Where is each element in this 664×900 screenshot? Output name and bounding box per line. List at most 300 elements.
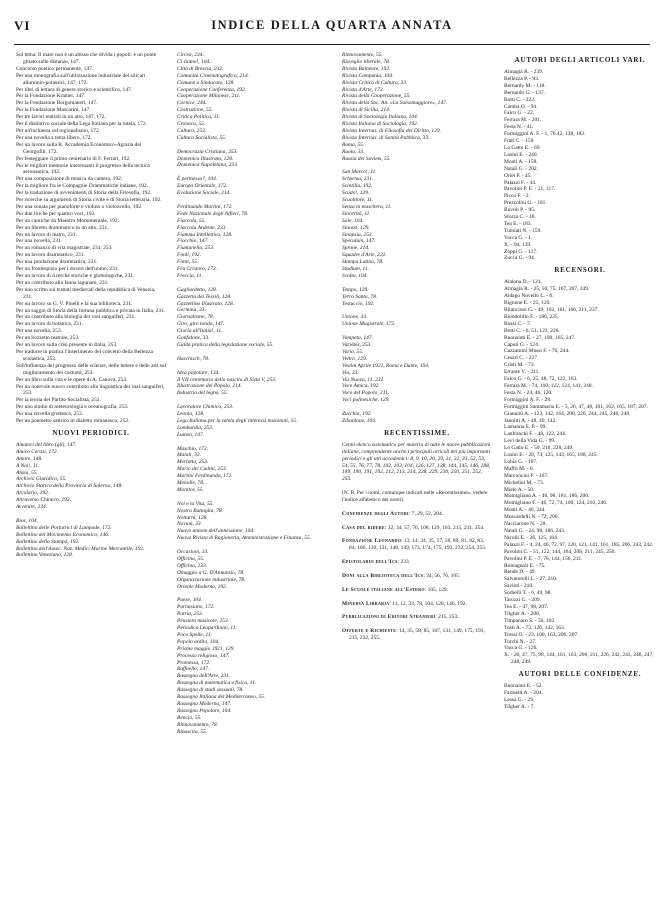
- index-entry: Vacca G. - 1.: [504, 234, 533, 241]
- index-entry: Rassegna di studi sessuali, 78.: [177, 687, 244, 694]
- index-entry: Per una monografia sull'utilizzazione industriale dei silicati alluminio-potassici, 147, 172.: [16, 72, 146, 86]
- index-entry: Rivista Balneare, 192.: [342, 65, 391, 72]
- recentissime-nb: (N. B. Per i nomi, comunque indicati nelle «Recentissime», vedere l'indice alfabetico dei nomi).: [342, 490, 488, 504]
- index-entry: Lombardia, 253.: [177, 424, 214, 431]
- index-entry: Fiaccola, 55.: [177, 217, 206, 224]
- index-entry: Cronaca, 55.: [177, 121, 206, 128]
- index-entry: Costruzione, 55.: [177, 107, 213, 114]
- index-entry: Per una novella a tema libero, 172.: [16, 134, 92, 141]
- index-entry: Sprone, 214.: [342, 245, 370, 252]
- index-entry: Organizzazione industriale, 78.: [177, 576, 246, 583]
- index-entry: Domenica Illustrata, 128.: [177, 155, 234, 162]
- index-entry: Per tre lavori teatrali in un atto, 147, 172.: [16, 114, 106, 121]
- index-entry: Democrazia Cristiana, 253.: [177, 148, 238, 155]
- index-entry: Caputi G. - 124.: [504, 341, 540, 348]
- index-entry: Freccia, 11.: [177, 272, 203, 279]
- rubrica-pages: : 7, 29, 52, 204.: [408, 510, 444, 517]
- index-entry: Per le migliori memorie interessanti il progresso della tecnica aeronautica, 192.: [16, 162, 150, 176]
- rubrica-label: Epistolario dell'Ics: [342, 559, 398, 566]
- index-entry: Sincerità, 11.: [342, 210, 371, 217]
- section-heading-autori-articoli: AUTORI DEGLI ARTICOLI VARI.: [514, 56, 646, 64]
- index-entry: Marconcini F. - 167.: [504, 472, 549, 479]
- index-entry: A Noi!, 11.: [16, 462, 40, 469]
- list-spacer: [177, 397, 327, 404]
- index-entry: Rencio, 55.: [177, 714, 202, 721]
- rubrica-pages: : 105, 129.: [424, 586, 448, 593]
- rubrica-pages: : 14, 35, 58, 85, 107, 131, 149, 175, 193, 215, 232, 255.: [349, 628, 485, 642]
- index-entry: Per una novella grottesca, 253.: [16, 411, 84, 418]
- index-entry: Periodico Leopardiano, 11.: [177, 625, 237, 632]
- index-entry: Occasioni, 33.: [177, 549, 209, 556]
- index-entry: Picco F. - 2.: [504, 193, 530, 200]
- index-entry: Per una composizione di musica da camera, 192.: [16, 176, 123, 183]
- index-entry: Industria del legno, 55.: [177, 390, 228, 397]
- index-entry: Per la Fondazione Kramer, 147.: [16, 93, 86, 100]
- index-entry: Fiocchio, 147.: [177, 238, 209, 245]
- index-entry: Palazzi F. - 4, 24, 46, 72, 97, 120, 121, 141, 161, 185, 206, 243, 242.: [504, 541, 654, 548]
- index-entry: Scuotitore, 11.: [342, 197, 374, 204]
- index-entry: Rassegna di matematica e fisica, 11.: [177, 680, 257, 687]
- index-entry: Per un lavoro sulla R. Accademia Economico-Agraria dei Georgofili, 172.: [16, 141, 142, 155]
- index-entry: Losini E. - 240.: [504, 151, 538, 158]
- index-entry: X. - 28, 47, 75, 98, 144, 161, 163, 206, 211, 226, 242, 243, 246, 247, 248, 249.: [504, 652, 654, 666]
- index-entry: Via Nuova, 11. 231.: [342, 376, 385, 383]
- list-spacer: [342, 163, 492, 170]
- index-entry: Per il distintivo sociale della Lega Italiana per la tutela, 172.: [16, 121, 148, 128]
- index-entry: Lamanna E. P. - 99.: [504, 424, 547, 431]
- index-entry: Maiali, 33.: [177, 452, 202, 459]
- index-entry: Miele A. - 50.: [504, 486, 535, 493]
- index-entry: Tilgher A. - 7.: [504, 703, 535, 710]
- index-entry: Tosti A. - 73, 126, 142, 163.: [504, 624, 566, 631]
- index-entry: Nicolli E. - 26, 125, 164.: [504, 534, 559, 541]
- index-entry: Novum, 33.: [177, 521, 202, 528]
- index-entry: Camba O. - 94.: [504, 103, 538, 110]
- index-entry: Il VII centenario della nascita di Sisto V, 253.: [177, 376, 277, 383]
- index-entry: Zucchia, 192.: [342, 411, 372, 418]
- index-entry: Rassegna Moderna, 147.: [177, 701, 232, 708]
- index-entry: Lessa G. - 29.: [504, 696, 535, 703]
- index-entry: Nacciarone N. - 28.: [504, 521, 547, 528]
- index-entry: Festa N. - 41.: [504, 124, 534, 131]
- index-entry: Fiaccola Ardente, 233.: [177, 224, 227, 231]
- index-entry: Per un bozzetto teatrale, 253.: [16, 335, 80, 342]
- index-entry: Nostra Battaglia, 78.: [177, 507, 223, 514]
- rubrica-pages: : 34, 56, 76, 105.: [423, 572, 461, 579]
- index-entry: Zoppi G. - 117.: [504, 248, 538, 255]
- index-entry: Critica Politica, 11.: [177, 114, 221, 121]
- index-entry: Tressi O. - 23, 100, 163, 206, 207.: [504, 631, 579, 638]
- index-entry: Natali G. - 24, 98, 186, 243.: [504, 528, 566, 534]
- index-entry: Sinossi, 129.: [342, 224, 370, 231]
- header-rule: [14, 44, 650, 45]
- index-entry: Domenica Napoletana, 233.: [177, 162, 239, 169]
- index-entry: Lanfranchi F. - 48, 122, 244.: [504, 431, 567, 438]
- index-entry: Lumen, 147.: [177, 431, 205, 438]
- list-spacer: [177, 197, 327, 204]
- list-spacer: [342, 404, 492, 411]
- index-entry: Leonia, 128.: [177, 411, 205, 418]
- index-entry: Per un lavoro su G. V. Pinelli e la sua biblioteca, 231.: [16, 300, 133, 307]
- rubriche-list: [342, 511, 492, 649]
- index-entry: Voce Amica, 192.: [342, 383, 380, 390]
- index-entry: Per un poemetto satirico in dialetto romanesco, 253.: [16, 418, 130, 425]
- index-entry: Almagià R. - 239.: [504, 69, 544, 75]
- index-entry: Per un'inchiesta sul regionalismo, 172.: [16, 127, 101, 134]
- index-entry: Lo Gatto E. - 50, 210, 228, 249.: [504, 445, 574, 452]
- index-entry: Germina, 33.: [177, 307, 206, 314]
- index-entry: Martini Ferdinando, 172.: [177, 473, 233, 480]
- rubrica-pages: : 12, 34, 57, 76, 108, 129, 163, 215, 231, 254.: [384, 524, 485, 531]
- index-entry: Per un notevole nuovo contributo alla linguistica dei vasi sanguiferi, 253.: [16, 383, 165, 397]
- index-entry: Rivista Campania, 104.: [342, 72, 394, 79]
- list-spacer: [177, 280, 327, 287]
- index-entry: Bossi C. - 7.: [504, 320, 532, 327]
- index-entry: Rassegna Popolare, 104.: [177, 707, 232, 714]
- index-entry: Cazzamini Mussi F. - 76, 244.: [504, 348, 570, 355]
- index-entry: Testuccio, 192.: [342, 300, 375, 307]
- index-entry: Amore, 148.: [16, 455, 43, 462]
- index-entry: Momigliano F. - 46, 72, 74, 100, 124, 210, 246.: [504, 500, 608, 507]
- list-spacer: [342, 594, 492, 601]
- index-entry: Cristi M. - 73.: [504, 362, 535, 369]
- index-entry: Amico Cerasi, 172.: [16, 448, 58, 455]
- index-entry: Fiumanella, 253.: [177, 245, 215, 252]
- index-entry: Vestim Aprile 1921, Roma e Dante, 104.: [342, 362, 430, 369]
- index-entry: Illustrazione del Popolo, 214.: [177, 383, 242, 390]
- index-entry: San Marco!, 11.: [342, 169, 377, 176]
- index-entry: Sorbelli T. - 6, 49, 98.: [504, 590, 552, 597]
- list-spacer: [342, 607, 492, 614]
- index-entry: Lavoratore Chimico, 253.: [177, 404, 234, 411]
- index-entry: Aldago Novello L. - 6.: [504, 293, 554, 300]
- index-entry: Per un frontespizio per i doveri dell'uomo, 231.: [16, 266, 119, 273]
- index-entry: Popolo ardito, 104.: [177, 638, 220, 645]
- rubrica-entry: [342, 559, 492, 566]
- index-entry: Unione Magistrale, 172.: [342, 321, 396, 328]
- list-spacer: [177, 439, 327, 446]
- index-entry: Buonaiuti E. - 52.: [504, 683, 543, 690]
- index-entry: Roma, 55.: [342, 141, 365, 148]
- index-entry: Processo religioso, 147.: [177, 652, 230, 659]
- page-number: VI: [14, 18, 31, 33]
- list-spacer: [342, 642, 492, 649]
- rubrica-label: Fondazione Leonardo: [342, 538, 402, 545]
- index-entry: Levi della Vida G. - 99.: [504, 438, 556, 445]
- index-entry: X. - 94, 139.: [504, 241, 532, 248]
- index-entry: Ci siamo!, 104.: [177, 58, 211, 65]
- index-entry: Poco Spelle, 11.: [177, 631, 212, 638]
- index-entry: Bernardo G. - 137.: [504, 89, 545, 96]
- rubrica-label: Casa del ridere: [342, 524, 385, 531]
- index-entry: Rivista della Cooperazione, 55.: [342, 93, 411, 100]
- reviewers-list: [504, 279, 656, 666]
- index-entry: Sinopsia, 253.: [342, 231, 373, 238]
- index-entry: Ruvoli P. - 95.: [504, 207, 536, 214]
- index-entry: Comunità Cinematografica, 214.: [177, 72, 249, 79]
- index-entry: Bollettino del Movimento Economico, 146.: [16, 531, 110, 538]
- list-spacer: [342, 280, 492, 287]
- index-entry: Russia dei Soviets, 55.: [342, 155, 391, 162]
- index-entry: Bernardy M. - 118.: [504, 82, 546, 89]
- index-entry: Lohia G. - 167.: [504, 458, 538, 465]
- index-entry: Orlet P. - 45.: [504, 172, 532, 179]
- index-entry: Parnasiano, 172.: [177, 604, 215, 611]
- index-entry: Per la Fondazione Mascarini, 147.: [16, 107, 91, 114]
- index-entry: Noi e la Vita, 55.: [177, 500, 214, 507]
- index-entry: Gloria all'Italia!, 11.: [177, 328, 223, 335]
- concorsi-list: [16, 52, 166, 425]
- index-entry: Festa N. - 24, 46, 120.: [504, 389, 553, 396]
- index-entry: Vacca G. - 126.: [504, 645, 538, 652]
- index-entry: Gonfalone, 33.: [177, 335, 210, 342]
- index-entry: Lo Gatto E. - 69.: [504, 144, 541, 151]
- index-entry: Notturni, 128.: [177, 514, 208, 521]
- index-entry: Ferrara M. - 201.: [504, 117, 542, 124]
- index-entry: Falco G. - 22.: [504, 110, 535, 117]
- rubrica-pages: : 233.: [397, 559, 411, 566]
- index-entry: Per una produzione drammatica, 231.: [16, 259, 98, 266]
- index-entry: Per la migliore fra le Compagnie Drammatiche italiane, 192.: [16, 183, 148, 190]
- index-entry: Merlotto, 253.: [177, 459, 209, 466]
- rubrica-pages: : 215, 253.: [435, 614, 459, 621]
- index-entry: Giro, giro tondo, 147.: [177, 321, 225, 328]
- index-entry: Rende D. - 49.: [504, 569, 536, 576]
- index-entry: Bollettino dell'Assoc. Naz. Medici Marine Mercantile, 192.: [16, 545, 145, 552]
- index-entry: Falco G. - 6, 25, 48, 72, 122, 163.: [504, 376, 578, 383]
- index-entry: Per una sonata per pianoforte e violino o violoncello, 192.: [16, 203, 143, 210]
- index-entry: Per uno scritto sui trattati medievali della repubblica di Venezia, 231.: [16, 286, 156, 300]
- periodicals-list-end: [342, 52, 492, 425]
- index-entry: Bollettino della Stampa, 192.: [16, 538, 80, 545]
- index-entry: Per una novella, 231.: [16, 238, 63, 245]
- page-title: INDICE DELLA QUARTA ANNATA: [211, 18, 453, 32]
- rubrica-entry: [342, 538, 492, 552]
- section-heading-autori-confidenze: AUTORI DELLE CONFIDENZE.: [518, 670, 642, 679]
- index-entry: Vampeta, 147.: [342, 335, 373, 342]
- index-entry: Per un lavoro sulla crisi presente in Italia, 253.: [16, 342, 118, 349]
- index-entry: Gazzetta dei Tessili, 128.: [177, 293, 232, 300]
- index-entry: Tea E. - 183.: [504, 220, 532, 227]
- index-entry: Officina, 55.: [177, 556, 205, 562]
- section-heading-nuovi-periodici: NUOVI PERIODICI.: [52, 428, 130, 437]
- index-entry: Gagliardetto, 128.: [177, 286, 218, 293]
- index-entry: Giornalismo, 78.: [177, 314, 215, 321]
- index-entry: Rinascita, 55.: [177, 728, 208, 735]
- index-entry: Scintilla, 192.: [342, 183, 373, 190]
- index-entry: Losini E. - 28, 74, 125, 143, 165, 188, 245.: [504, 452, 598, 459]
- index-entry: Michelini M. - 73.: [504, 479, 545, 486]
- index-entry: Attraverso Chimico, 192.: [16, 497, 71, 504]
- index-entry: Per uno studio di meteorologia e oceanografia, 253.: [16, 404, 129, 411]
- index-entry: Botti C. - 222.: [504, 96, 536, 103]
- index-entry: Romagnoli E. - 75.: [504, 562, 546, 569]
- index-entry: Per festeggiare il primo centenario di F. Ferrari, 192.: [16, 155, 131, 162]
- index-entry: Archivio Storico della Provincia di Salerno, 148.: [16, 483, 123, 490]
- index-entry: Evoluzione Sociale, 214.: [177, 190, 231, 197]
- index-entry: Maschio, 172.: [177, 445, 208, 452]
- index-entry: Cooperazione Conferenza, 192.: [177, 86, 246, 93]
- index-entry: Giannini A. - 123, 142, 164, 208, 226, 244, 245, 246, 248.: [504, 410, 631, 417]
- index-entry: Monitor, 55.: [177, 486, 204, 493]
- page-header: [14, 18, 650, 38]
- index-entry: Melodie, 78.: [177, 480, 205, 487]
- rubrica-label: Minerva Libraria: [342, 600, 390, 607]
- index-entry: Rinnovamento, 55.: [342, 52, 383, 58]
- index-entry: Per un lavoro di teatro, 231.: [16, 231, 77, 238]
- section-heading-recentissime: RECENTISSIME.: [384, 428, 450, 437]
- index-entry: Svolta, 104.: [342, 272, 368, 279]
- index-entry: Nuova Rivista di Ragioneria, Amministrazione e Finanza, 55.: [177, 535, 312, 542]
- index-entry: Risveglio liberale, 78.: [342, 58, 391, 65]
- rubrica-label: Doni alla Biblioteca dell'Ics: [342, 572, 424, 579]
- index-entry: Per due liriche per quattro voci, 192.: [16, 210, 96, 217]
- index-entry: Comune a Sindacato, 128.: [177, 79, 235, 86]
- rubrica-entry: [342, 628, 492, 642]
- index-entry: Stampa Latina, 78.: [342, 259, 384, 266]
- index-entry: Voci polinesiche, 129.: [342, 397, 390, 404]
- index-entry: Fiamma Intellettiva, 128.: [177, 231, 233, 238]
- index-entry: Natali G. - 202.: [504, 165, 538, 172]
- index-entry: Sull'influenza del progresso delle scienze, delle lettere e delle arti sul miglioramento dei costumi, 253.: [16, 362, 166, 376]
- index-entry: Per libri di lettura di genere storico e scientifico, 147.: [16, 86, 133, 93]
- authors-list: [504, 69, 656, 262]
- index-entry: Ansia, 55.: [16, 469, 38, 476]
- periodicals-list: [16, 442, 166, 559]
- index-entry: Concorso poetico permanente, 147.: [16, 65, 94, 72]
- column-4: [504, 52, 656, 711]
- index-entry: Rivista Critica di Cultura, 33.: [342, 79, 408, 86]
- index-entry: Per la traduzione di avvenimenti di Storia della Filosofia, 192.: [16, 190, 152, 197]
- index-entry: Timpanaro S. - 50, 102.: [504, 617, 556, 624]
- list-spacer: [342, 552, 492, 559]
- rubrica-entry: [342, 525, 492, 532]
- index-entry: Fonti, 192.: [177, 252, 202, 259]
- index-entry: Avvenire, 234.: [16, 504, 48, 511]
- index-entry: Sul tema: Il mare non è un abisso che divida i popoli: è un ponte gittato sulle distanze, 147.: [16, 52, 157, 65]
- index-entry: Monti A. - 46, 244.: [504, 507, 546, 514]
- index-entry: Unione, 33.: [342, 314, 368, 321]
- column-1: [16, 52, 166, 559]
- index-entry: Pavolini P. E. - 21, 117.: [504, 186, 556, 193]
- index-entry: Omaggio a G. D'Annunzio, 78.: [177, 569, 245, 576]
- rubrica-entry: [342, 601, 492, 608]
- index-entry: È permesso?, 104.: [177, 176, 218, 183]
- index-entry: Formiggini A. F. - 1, 70.42, 138, 182.: [504, 131, 586, 138]
- index-entry: Per un libro sulla vita e le opere di A. Canova, 253.: [16, 376, 128, 383]
- index-entry: Tilgher A. - 208.: [504, 610, 541, 617]
- index-entry: Tarozzi G. - 209.: [504, 597, 541, 604]
- index-entry: Pavolini C. - 51, 122, 144, 164, 208, 211, 245, 250.: [504, 548, 616, 555]
- index-entry: Farinelli A. - 204.: [504, 690, 543, 697]
- index-entry: Rivista della Soc. An. «La Salsomaggiore», 147.: [342, 100, 448, 107]
- index-entry: Promessa, 172.: [177, 659, 211, 666]
- index-entry: Fede Nazionale degli Alfieri, 78.: [177, 210, 249, 217]
- list-spacer: [177, 363, 327, 370]
- index-entry: Per un contributo alla biologia dei vasi sanguiferi, 231.: [16, 314, 136, 321]
- rubrica-entry: [342, 511, 492, 518]
- list-spacer: [342, 566, 492, 573]
- index-entry: Formiggini A. F. - 28.: [504, 396, 552, 403]
- index-entry: Raffaello, 147.: [177, 666, 210, 673]
- index-entry: Circea, 234.: [177, 52, 204, 58]
- index-entry: Tempo, 129.: [342, 286, 369, 293]
- index-entry: Bios, 104.: [16, 517, 38, 524]
- index-entry: Speculum, 147.: [342, 238, 376, 245]
- index-entry: Paese, 104.: [177, 597, 203, 604]
- index-entry: Nuovo unione dell'annessione, 104.: [177, 528, 255, 535]
- index-entry: Sforza C. - 18.: [504, 214, 536, 221]
- list-spacer: [16, 511, 166, 518]
- index-entry: Terra Santa, 78.: [342, 293, 378, 300]
- index-entry: Squadre d'Arte, 231.: [342, 252, 387, 259]
- rubrica-pages: : 11, 12, 33, 78, 104, 128, 146, 192.: [389, 600, 467, 607]
- section-heading-recensori: RECENSORI.: [554, 266, 606, 275]
- index-entry: Cultura Socialista, 55.: [177, 134, 227, 141]
- index-entry: Via, 33.: [342, 369, 359, 376]
- index-entry: Rivista Italiana di Sociologia, 192.: [342, 121, 419, 128]
- index-entry: Cooperazione Milanese, 211.: [177, 93, 241, 100]
- index-entry: Savioti - 210.: [504, 583, 534, 590]
- index-entry: Amatori del libro (gli), 147.: [16, 441, 77, 448]
- index-entry: Alalona D. - 121.: [504, 279, 542, 286]
- index-entry: Buonaiuti E. - 27, 100, 165, 247.: [504, 334, 576, 341]
- index-entry: Patria, 253.: [177, 611, 204, 618]
- list-spacer: [177, 494, 327, 501]
- index-entry: Prezzolini G. - 181.: [504, 200, 547, 207]
- index-entry: Biondolillo F. - 186, 225.: [504, 313, 560, 320]
- rubrica-label: Offerte e Richieste: [342, 628, 397, 635]
- index-entry: Bollettino delle Portatrici di Lampade, 172.: [16, 524, 112, 531]
- index-entry: Mario dei Cadini, 253.: [177, 466, 227, 473]
- index-entry: Zucca G. - 94.: [504, 255, 536, 262]
- index-entry: Rinnovamento, 78.: [177, 721, 218, 728]
- list-spacer: [342, 532, 492, 539]
- index-entry: Pensiero musicale, 253.: [177, 618, 230, 625]
- index-entry: Jannitti A. - 48, 49, 142.: [504, 417, 557, 424]
- index-entry: Scudo!, 129.: [342, 190, 370, 197]
- rubrica-label: Pubblicazioni di Editori Stranieri: [342, 614, 436, 621]
- index-entry: Per un romanzo di vita magistrale, 231, 253.: [16, 245, 113, 252]
- list-spacer: [342, 580, 492, 587]
- index-entry: Almagià R. - 25, 50, 75, 167, 207, 249.: [504, 286, 590, 293]
- index-entry: Pavolini P. E. - 7, 78, 144, 156, 211.: [504, 555, 583, 562]
- index-entry: Salvatorelli L. - 27, 210.: [504, 576, 558, 583]
- index-entry: Archivio Giuridico, 55.: [16, 476, 67, 483]
- rubrica-entry: [342, 587, 492, 594]
- index-entry: Per un saggio di Storia della fortuna pubblica e privata in Italia, 231.: [16, 307, 166, 314]
- list-spacer: [177, 349, 327, 356]
- index-entry: Guida pratica della legislazione sociale, 55.: [177, 342, 274, 348]
- index-entry: Cornice, 244.: [177, 100, 207, 107]
- list-spacer: [342, 308, 492, 315]
- index-entry: Rivista d'Arte, 172.: [342, 86, 384, 93]
- index-entry: Rivista Internaz. di Sanità Pubblica, 33.: [342, 134, 430, 141]
- index-entry: Palazzi F. - 44.: [504, 179, 537, 186]
- index-entry: Veltro, 129.: [342, 355, 368, 362]
- list-spacer: [177, 542, 327, 549]
- index-entry: Botti C. - 6, 51, 123, 226.: [504, 327, 560, 334]
- index-entry: Rassegna Italiana del Mediterraneo, 55.: [177, 694, 266, 701]
- index-entry: Studium, 11.: [342, 266, 369, 273]
- index-entry: Monti A. - 158.: [504, 158, 538, 165]
- rubrica-label: Confidenze degli Autori: [342, 510, 409, 517]
- index-entry: Per un lavoro drammatico, 231.: [16, 252, 85, 259]
- rubrica-label: Le Scuole italiane all'Estero: [342, 586, 425, 593]
- list-spacer: [177, 142, 327, 149]
- index-entry: Rivista di Sociologia Italiana, 104.: [342, 114, 419, 121]
- index-entry: Cultura, 253.: [177, 127, 207, 134]
